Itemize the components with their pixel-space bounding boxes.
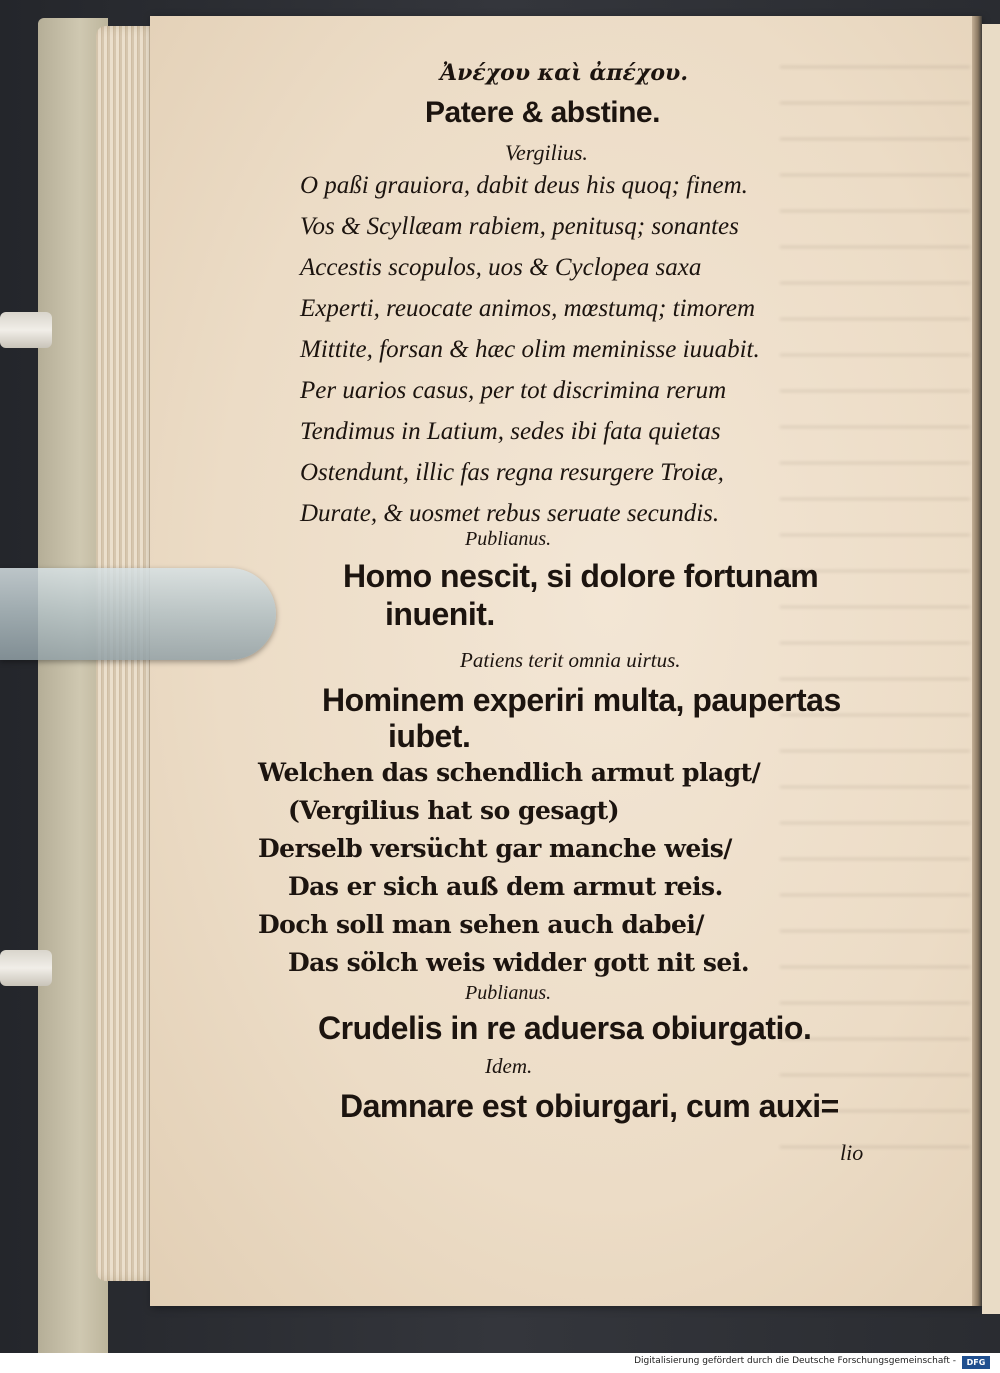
catchword: lio bbox=[840, 1140, 864, 1165]
verse-line: Per uarios casus, per tot discrimina rerum bbox=[300, 377, 727, 404]
german-verse-line: Derselb versücht gar manche weis/ bbox=[258, 834, 732, 863]
verse-line: O paßi grauiora, dabit deus his quoq; finem. bbox=[300, 172, 748, 199]
cloth-tie-upper bbox=[0, 312, 52, 348]
sentence-line: iubet. bbox=[388, 718, 471, 754]
sentence-line: Damnare est obiurgari, cum auxi= bbox=[340, 1088, 839, 1124]
sentence-line: Crudelis in re aduersa obiurgatio. bbox=[318, 1010, 812, 1046]
footer-bar bbox=[0, 1353, 1000, 1373]
heading-latin: Patere & abstine. bbox=[425, 96, 660, 129]
facing-page-edge bbox=[982, 24, 1000, 1314]
section-label-publianus: Publianus. bbox=[465, 982, 552, 1004]
sentence-line: inuenit. bbox=[385, 596, 495, 632]
footer-credit: Digitalisierung gefördert durch die Deutsche Forschungsgemeinschaft - bbox=[634, 1356, 956, 1366]
verse-line: Vos & Scyllæam rabiem, penitusq; sonantes bbox=[300, 213, 739, 240]
verse-line: Accestis scopulos, uos & Cyclopea saxa bbox=[300, 254, 702, 281]
german-verse-line: Das sölch weis widder gott nit sei. bbox=[288, 948, 750, 977]
verse-line: Durate, & uosmet rebus seruate secundis. bbox=[300, 500, 720, 527]
verse-line: Mittite, forsan & hæc olim meminisse iuuabit. bbox=[300, 336, 760, 363]
section-label-publianus: Publianus. bbox=[465, 528, 552, 550]
show-through-text bbox=[780, 40, 970, 1160]
sentence-line: Hominem experiri multa, paupertas bbox=[322, 682, 841, 718]
verse-line: Experti, reuocate animos, mœstumq; timorem bbox=[300, 295, 756, 322]
section-label-vergilius: Vergilius. bbox=[505, 140, 588, 165]
german-verse-line: Das er sich auß dem armut reis. bbox=[288, 872, 723, 901]
motto: Patiens terit omnia uirtus. bbox=[460, 648, 681, 672]
german-verse-line: Doch soll man sehen auch dabei/ bbox=[258, 910, 705, 939]
book-gutter bbox=[972, 16, 982, 1306]
german-verse-line: Welchen das schendlich armut plagt/ bbox=[258, 758, 761, 787]
heading-greek: Ἀνέχου καὶ ἀπέχου. bbox=[440, 60, 688, 86]
plastic-page-clip bbox=[0, 568, 276, 660]
verse-line: Tendimus in Latium, sedes ibi fata quietas bbox=[300, 418, 721, 445]
verse-line: Ostendunt, illic fas regna resurgere Troiæ, bbox=[300, 459, 724, 486]
german-verse-line: (Vergilius hat so gesagt) bbox=[288, 796, 620, 825]
section-label-idem: Idem. bbox=[485, 1054, 533, 1078]
sentence-line: Homo nescit, si dolore fortunam bbox=[343, 558, 819, 594]
cloth-tie-lower bbox=[0, 950, 52, 986]
dfg-logo: DFG bbox=[962, 1356, 990, 1369]
